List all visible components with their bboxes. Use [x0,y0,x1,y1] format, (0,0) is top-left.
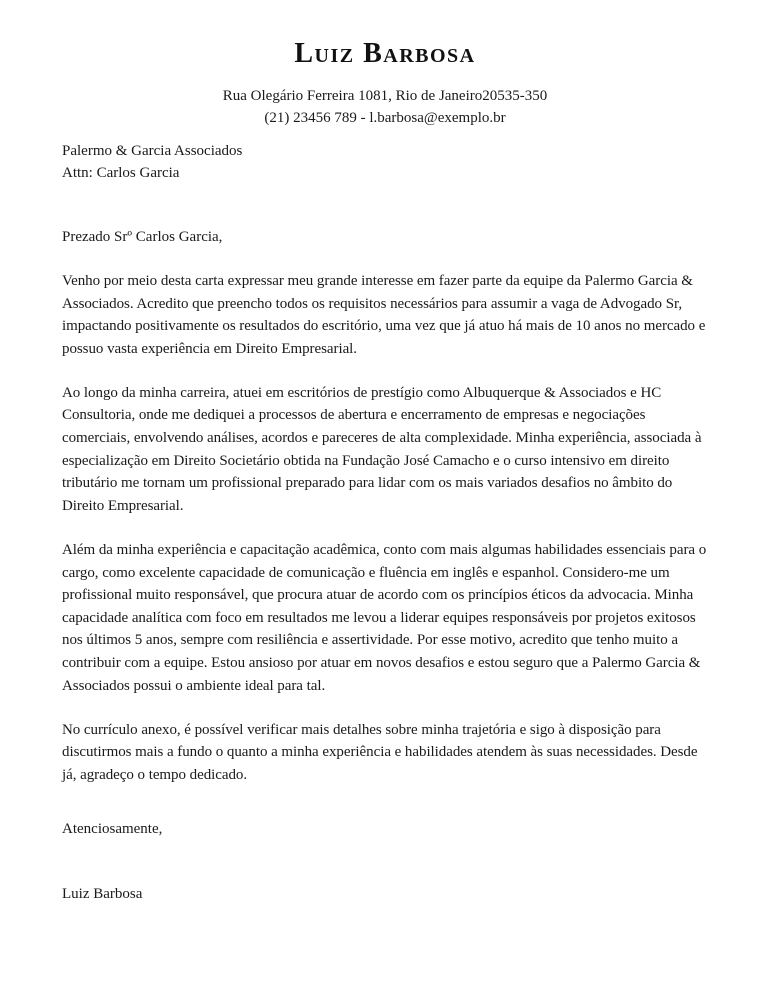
letter-header [62,0,708,129]
letter-signature: Luiz Barbosa [62,885,143,902]
body-paragraph-2: Ao longo da minha carreira, atuei em escritórios de prestígio como Albuquerque & Associados e HC Consultoria, onde me dediquei a processos de abertura e encerramento de empresas e negociações comerciais, envolvendo análises, acordos e pareceres de alta complexidade. Minha experiência, associada à especialização em Direito Societário obtida na Fundação José Camacho e o curso intensivo em direito tributário me tornam um profissional preparado para lidar com os mais variados desafios no âmbito do Direito Empresarial. [62,384,702,514]
letter-greeting: Prezado Srº Carlos Garcia, [62,229,223,245]
sender-name: Luiz Barbosa [294,38,476,69]
body-paragraph-1: Venho por meio desta carta expressar meu grande interesse em fazer parte da equipe da Palermo Garcia & Associados. Acredito que preencho todos os requisitos necessários para assumir a vaga de Advogado Sr, impactando positivamente os resultados do escritório, uma vez que já atuo há mais de 10 anos no mercado e possuo vasta experiência em Direito Empresarial. [62,273,706,357]
recipient-company: Palermo & Garcia Associados [62,143,243,159]
body-paragraph-3: Além da minha experiência e capacitação acadêmica, conto com mais algumas habilidades essenciais para o cargo, como excelente capacidade de comunicação e fluência em inglês e espanhol. Considero-me um profissional muito responsável, que procura atuar de acordo com os princípios éticos da advocacia. Minha capacidade analítica com foco em resultados me levou a liderar equipes responsáveis por projetos exitosos nos últimos 5 anos, sempre com resiliência e assertividade. Por esse motivo, acredito que tenho muito a contribuir com a equipe. Estou ansioso por atuar em novos desafios e estou seguro que a Palermo Garcia & Associados possui o ambiente ideal para tal. [62,541,707,694]
recipient-block [62,141,708,184]
recipient-attention: Attn: Carlos Garcia [62,164,180,181]
body-paragraph-4: No currículo anexo, é possível verificar mais detalhes sobre minha trajetória e sigo à disposição para discutirmos mais a fundo o quanto a minha experiência e habilidades atendem às suas necessidades. Desde já, agradeço o tempo dedicado. [62,721,698,783]
sender-phone-email: (21) 23456 789 - l.barbosa@exemplo.br [264,109,506,126]
letter-closing: Atenciosamente, [62,821,163,838]
sender-address: Rua Olegário Ferreira 1081, Rio de Janeiro20535-350 [222,88,548,104]
